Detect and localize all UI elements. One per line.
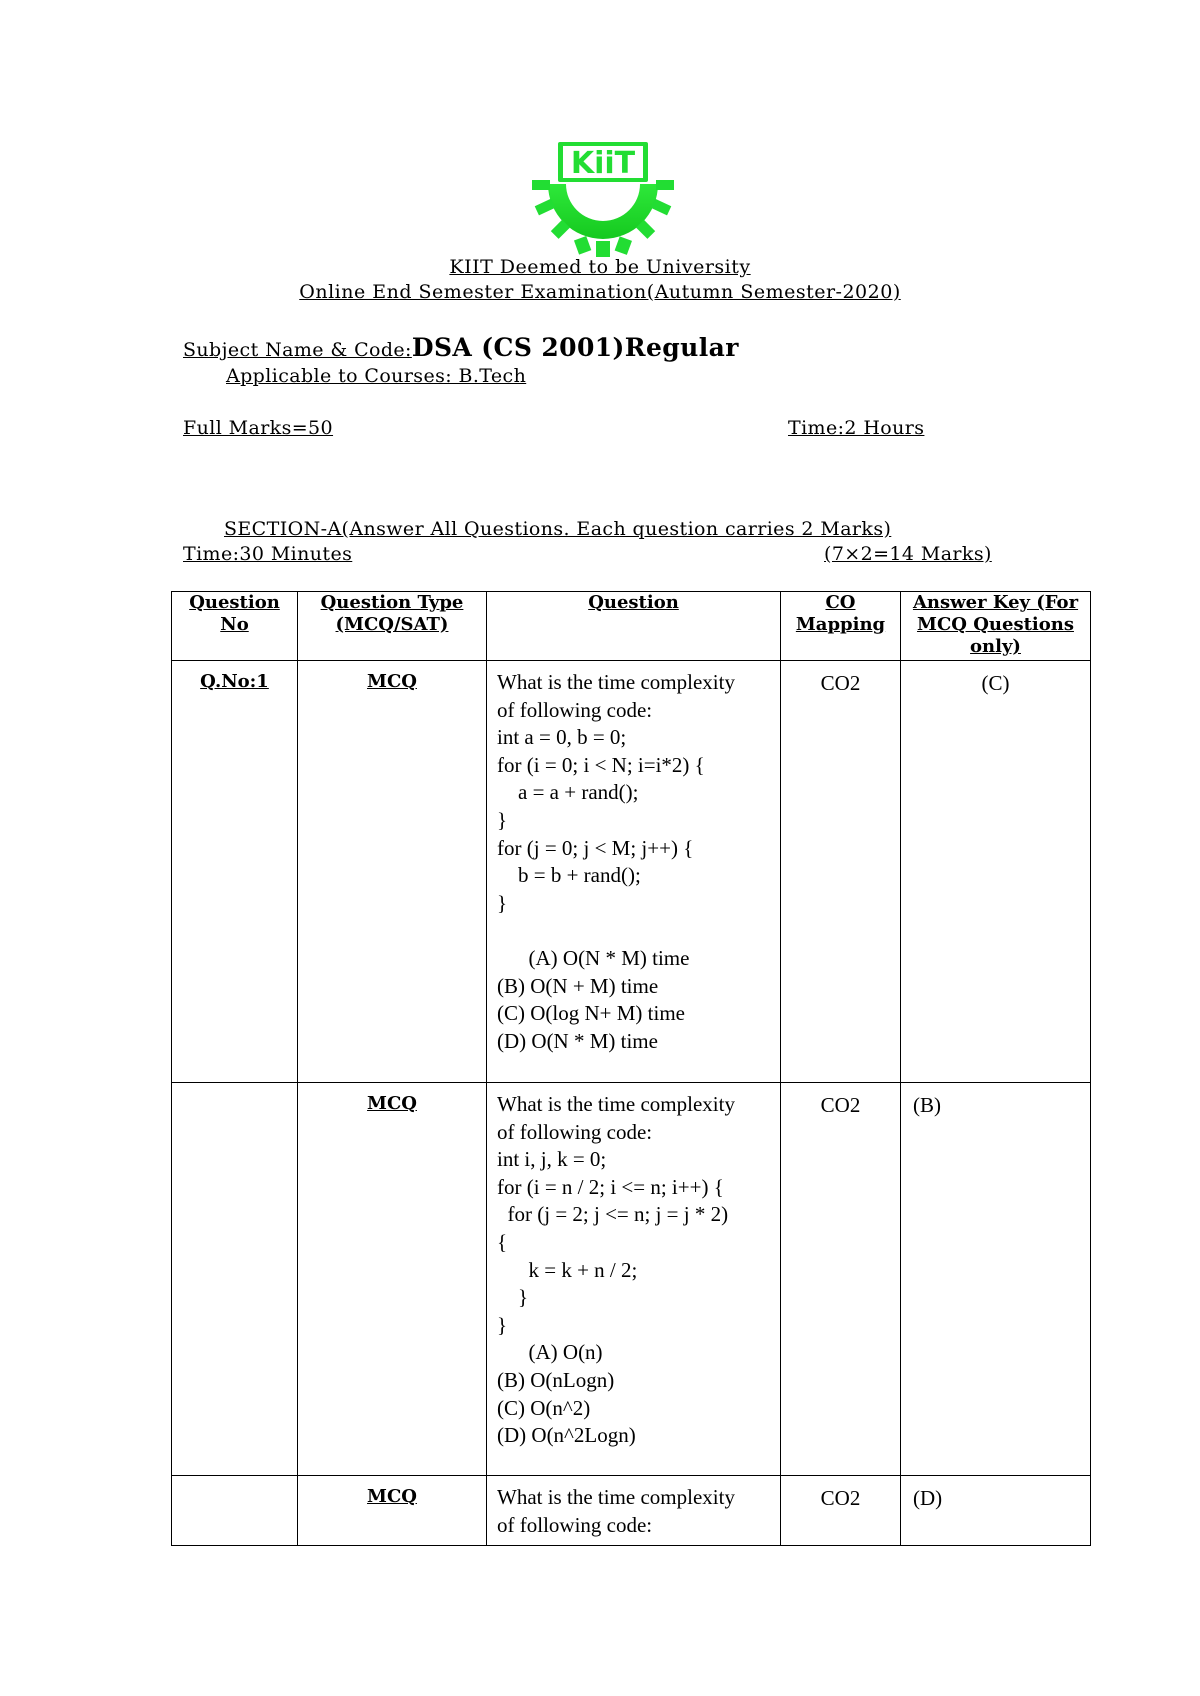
section-title: SECTION-A(Answer All Questions. Each question carries 2 Marks)	[224, 518, 892, 540]
question-line: of following code:	[497, 697, 653, 722]
question-text	[487, 1476, 781, 1546]
question-line: (C) O(n^2)	[497, 1395, 591, 1420]
table-row	[172, 661, 1091, 1083]
co-mapping: CO2	[781, 1476, 901, 1546]
question-line: for (i = 0; i < N; i=i*2) {	[497, 752, 705, 777]
exam-title: Online End Semester Examination(Autumn Semester-2020)	[299, 281, 901, 303]
question-table	[171, 591, 1091, 1546]
question-line: int i, j, k = 0;	[497, 1147, 607, 1172]
table-header-row	[172, 592, 1091, 661]
question-no	[172, 1476, 298, 1546]
section-marks: (7×2=14 Marks)	[824, 543, 992, 565]
university-name: KIIT Deemed to be University	[449, 256, 751, 278]
answer-key: (B)	[901, 1083, 1091, 1476]
question-line: b = b + rand();	[497, 863, 641, 888]
applicable-courses: Applicable to Courses: B.Tech	[226, 365, 527, 387]
answer-key: (D)	[901, 1476, 1091, 1546]
question-line: What is the time complexity	[497, 1092, 735, 1116]
question-line: What is the time complexity	[497, 670, 735, 694]
question-line: for (j = 2; j <= n; j = j * 2)	[497, 1202, 729, 1227]
table-row	[172, 1476, 1091, 1546]
question-line: (B) O(N + M) time	[497, 973, 659, 998]
question-line: {	[497, 1229, 508, 1254]
subject-value: DSA (CS 2001)Regular	[411, 333, 739, 362]
question-line: }	[497, 1312, 508, 1337]
header-answer-key: Answer Key (For MCQ Questions only)	[901, 592, 1091, 661]
full-marks: Full Marks=50	[183, 417, 334, 439]
question-line: (B) O(nLogn)	[497, 1367, 615, 1392]
question-text	[487, 661, 781, 1083]
exam-time: Time:2 Hours	[788, 417, 925, 439]
section-time: Time:30 Minutes	[183, 543, 353, 565]
question-type: MCQ	[298, 1476, 487, 1546]
question-line: }	[497, 1285, 529, 1310]
header-question-no: Question No	[172, 592, 298, 661]
question-line: int a = 0, b = 0;	[497, 725, 627, 750]
question-line: (D) O(N * M) time	[497, 1028, 658, 1053]
subject-label: Subject Name & Code:	[183, 339, 412, 361]
question-line: What is the time complexity	[497, 1485, 735, 1509]
answer-key: (C)	[901, 661, 1091, 1083]
question-line: }	[497, 807, 508, 832]
question-line: for (j = 0; j < M; j++) {	[497, 835, 694, 860]
header-co-mapping: CO Mapping	[781, 592, 901, 661]
question-line: (A) O(n)	[497, 1340, 603, 1365]
kiit-logo	[528, 140, 678, 260]
table-row	[172, 1083, 1091, 1476]
question-line: for (i = n / 2; i <= n; i++) {	[497, 1174, 724, 1199]
question-type: MCQ	[298, 661, 487, 1083]
question-line: of following code:	[497, 1119, 653, 1144]
question-line	[497, 917, 774, 945]
co-mapping: CO2	[781, 661, 901, 1083]
header-question-type: Question Type (MCQ/SAT)	[298, 592, 487, 661]
subject-line	[183, 333, 739, 362]
question-line: (A) O(N * M) time	[497, 945, 690, 970]
question-text	[487, 1083, 781, 1476]
question-line: (C) O(log N+ M) time	[497, 1001, 685, 1026]
question-no: Q.No:1	[172, 661, 298, 1083]
header-question: Question	[487, 592, 781, 661]
question-type: MCQ	[298, 1083, 487, 1476]
question-line: a = a + rand();	[497, 780, 639, 805]
question-line: k = k + n / 2;	[497, 1257, 638, 1282]
logo-text: KiiT	[570, 146, 636, 181]
co-mapping: CO2	[781, 1083, 901, 1476]
question-no	[172, 1083, 298, 1476]
question-line: (D) O(n^2Logn)	[497, 1423, 636, 1448]
question-line: }	[497, 890, 508, 915]
question-line: of following code:	[497, 1512, 653, 1537]
